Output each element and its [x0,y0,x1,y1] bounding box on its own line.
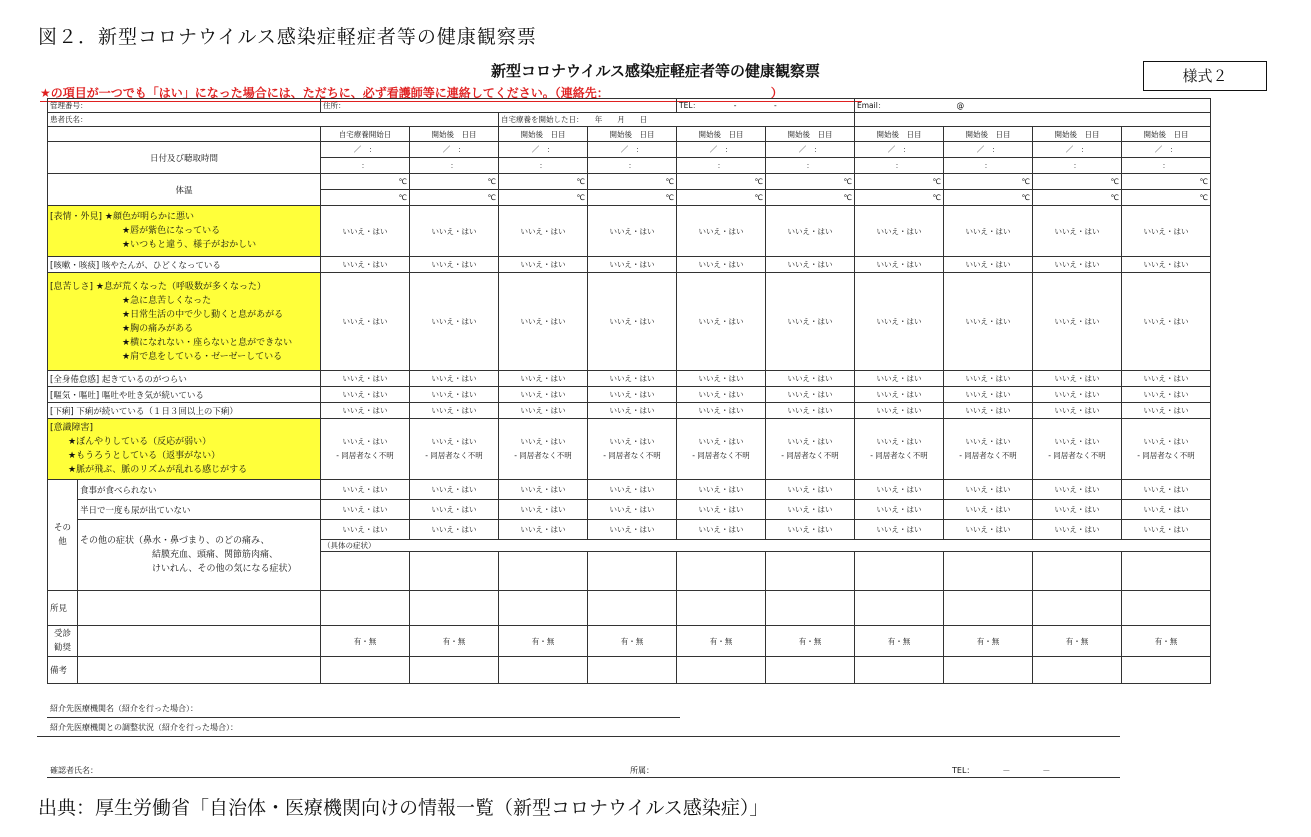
answer-cell[interactable]: いいえ・はい [766,480,855,500]
answer-cell[interactable]: いいえ・はい [499,257,588,273]
answer-cell[interactable]: いいえ・はい [321,520,410,540]
answer-cell[interactable]: いいえ・はい [499,273,588,371]
answer-cell[interactable]: いいえ・はい [677,371,766,387]
date-time-cell[interactable]: ／ ： [766,142,855,158]
consciousness-label-line: ★脈が飛ぶ、脈のリズムが乱れる感じがする [68,465,248,475]
breathing-label-line: ★急に息苦しくなった [122,295,212,306]
referral-rule [47,717,680,718]
answer-cell[interactable]: いいえ・はい [766,387,855,403]
visit-answer-cell[interactable]: 有・無 [1033,626,1122,657]
answer-cell[interactable]: いいえ・はい [1033,206,1122,257]
nausea-label: [嘔気・嘔吐] 嘔吐や吐き気が続いている [48,387,321,403]
answer-cell[interactable]: いいえ・はい [944,403,1033,419]
answer-cell[interactable]: いいえ・はい [1122,480,1211,500]
temperature-cell[interactable]: ℃ [1033,190,1122,206]
time-cell[interactable]: ： [1122,158,1211,174]
answer-cell[interactable]: いいえ・はい [677,387,766,403]
remarks-cell[interactable] [1122,657,1211,684]
face-appearance-label-line: ★いつもと違う、様子がおかしい [122,240,257,250]
answer-cell[interactable]: いいえ・はい [1033,273,1122,371]
answer-cell[interactable]: いいえ・はい [321,206,410,257]
temperature-label: 体温 [48,174,321,206]
affiliation-label: 所属： [630,766,654,775]
remarks-cell[interactable] [677,657,766,684]
temperature-cell[interactable]: ℃ [855,190,944,206]
consciousness-label-line: ★ぼんやりしている（反応が弱い） [68,437,212,447]
day-header: 開始後 日目 [677,127,766,142]
other-symptoms-label [78,520,321,591]
day-header: 開始後 日目 [588,127,677,142]
answer-cell[interactable]: いいえ・はい [677,480,766,500]
email-cell: Email： @ [855,99,1211,113]
answer-cell[interactable]: いいえ・はい [588,403,677,419]
answer-cell[interactable]: いいえ・はい [944,500,1033,520]
answer-cell[interactable]: いいえ・はい [588,480,677,500]
answer-cell[interactable]: いいえ・はい [1122,371,1211,387]
answer-cell[interactable]: いいえ・はい [766,403,855,419]
face-appearance-label-line: ★唇が紫色になっている [122,226,221,236]
time-cell[interactable]: ： [499,158,588,174]
visit-answer-cell[interactable]: 有・無 [410,626,499,657]
answer-cell[interactable]: いいえ・はい [588,500,677,520]
specific-symptoms-cell[interactable] [1033,552,1122,591]
answer-cell[interactable]: いいえ・はい [766,206,855,257]
specific-symptoms-cell[interactable] [766,552,855,591]
mgmt-no-cell: 管理番号： [48,99,321,113]
breathing-label [48,273,321,371]
other-symptoms-line: けいれん、その他の気になる症状） [152,564,297,574]
answer-cell[interactable]: いいえ・はい [321,500,410,520]
time-cell[interactable]: ： [766,158,855,174]
remarks-cell[interactable] [855,657,944,684]
answer-cell[interactable]: いいえ・はい [1033,371,1122,387]
other-symptoms-line: 結膜充血、頭痛、関節筋肉痛、 [152,550,279,560]
visit-answer-cell[interactable]: 有・無 [588,626,677,657]
day-header: 開始後 日目 [855,127,944,142]
time-cell[interactable]: ： [855,158,944,174]
answer-cell[interactable]: いいえ・はい [321,371,410,387]
answer-cell[interactable]: いいえ・はい [499,371,588,387]
visit-answer-cell[interactable]: 有・無 [677,626,766,657]
visit-answer-cell[interactable]: 有・無 [855,626,944,657]
answer-cell[interactable]: いいえ・はい [321,403,410,419]
temperature-cell[interactable]: ℃ [410,190,499,206]
answer-cell[interactable]: いいえ・はい [944,387,1033,403]
specific-symptoms-cell[interactable] [855,552,944,591]
visit-answer-cell[interactable]: 有・無 [944,626,1033,657]
remarks-cell[interactable] [1033,657,1122,684]
time-cell[interactable]: ： [321,158,410,174]
date-time-cell[interactable]: ／ ： [1122,142,1211,158]
date-time-cell[interactable]: ／ ： [321,142,410,158]
answer-cell[interactable]: いいえ・はい [499,500,588,520]
blank-header-cell [855,113,1211,127]
answer-cell[interactable]: いいえ・はい [499,520,588,540]
answer-cell[interactable]: いいえ・はい [1122,273,1211,371]
answer-cell[interactable]: いいえ・はい [410,387,499,403]
visit-answer-cell[interactable]: 有・無 [766,626,855,657]
remarks-cell[interactable] [321,657,410,684]
specific-symptoms-note[interactable]: （具体の症状） [321,540,1211,552]
temperature-cell[interactable]: ℃ [1122,174,1211,190]
answer-cell[interactable]: いいえ・はい [321,273,410,371]
confirmer-label: 確認者氏名： [50,766,98,775]
answer-cell[interactable]: いいえ・はい [766,520,855,540]
answer-cell[interactable]: いいえ・はい [766,257,855,273]
coordination-rule [37,736,1120,737]
answer-cell[interactable]: いいえ・はい [1122,500,1211,520]
temperature-cell[interactable]: ℃ [677,174,766,190]
answer-cell[interactable]: いいえ・はい [410,500,499,520]
answer-cell[interactable]: いいえ・はい [410,206,499,257]
datetime-label: 日付及び聴取時間 [48,142,321,174]
answer-cell[interactable]: いいえ・はい [855,480,944,500]
consciousness-answer-cell[interactable]: いいえ・はい - 同居者なく不明 [588,419,677,480]
findings-cell[interactable] [677,591,766,626]
answer-cell[interactable]: いいえ・はい [321,480,410,500]
face-appearance-label-line: [表情・外見] ★顔色が明らかに悪い [50,212,194,222]
answer-cell[interactable]: いいえ・はい [766,500,855,520]
answer-cell[interactable]: いいえ・はい [855,257,944,273]
breathing-label-line: ★肩で息をしている・ゼーゼーしている [122,351,283,362]
consciousness-label-line: ★もうろうとしている（返事がない） [68,451,221,461]
temperature-cell[interactable]: ℃ [1122,190,1211,206]
urine-label: 半日で一度も尿が出ていない [78,500,321,520]
form-number-box: 様式２ [1143,61,1267,91]
answer-cell[interactable]: いいえ・はい [1122,520,1211,540]
answer-cell[interactable]: いいえ・はい [588,257,677,273]
day-header: 開始後 日目 [499,127,588,142]
answer-cell[interactable]: いいえ・はい [677,520,766,540]
remarks-cell[interactable] [588,657,677,684]
answer-cell[interactable]: いいえ・はい [588,371,677,387]
breathing-label-line: ★胸の痛みがある [122,323,194,334]
temperature-cell[interactable]: ℃ [766,190,855,206]
consciousness-answer-cell[interactable]: いいえ・はい - 同居者なく不明 [677,419,766,480]
consciousness-answer-cell[interactable]: いいえ・はい - 同居者なく不明 [1122,419,1211,480]
time-cell[interactable]: ： [588,158,677,174]
specific-symptoms-cell[interactable] [499,552,588,591]
temperature-cell[interactable]: ℃ [321,174,410,190]
consciousness-answer-cell[interactable]: いいえ・はい - 同居者なく不明 [944,419,1033,480]
day-header: 開始後 日目 [1033,127,1122,142]
day-header: 開始後 日目 [410,127,499,142]
referral-label: 紹介先医療機関名（紹介を行った場合）： [50,704,198,713]
answer-cell[interactable]: いいえ・はい [1122,257,1211,273]
answer-cell[interactable]: いいえ・はい [766,371,855,387]
answer-cell[interactable]: いいえ・はい [944,480,1033,500]
findings-cell[interactable] [1033,591,1122,626]
answer-cell[interactable]: いいえ・はい [499,387,588,403]
address-cell: 住所： [321,99,677,113]
answer-cell[interactable]: いいえ・はい [410,480,499,500]
temperature-cell[interactable]: ℃ [588,190,677,206]
remarks-cell[interactable] [766,657,855,684]
health-observation-table [47,98,1211,684]
answer-cell[interactable]: いいえ・はい [1033,403,1122,419]
temperature-cell[interactable]: ℃ [499,174,588,190]
date-time-cell[interactable]: ／ ： [410,142,499,158]
remarks-cell[interactable] [499,657,588,684]
fatigue-label: [全身倦怠感] 起きているのがつらい [48,371,321,387]
breathing-label-line: ★日常生活の中で少し動くと息があがる [122,309,284,320]
answer-cell[interactable]: いいえ・はい [499,480,588,500]
temperature-cell[interactable]: ℃ [944,190,1033,206]
remarks-label: 備考 [48,657,78,684]
visit-answer-cell[interactable]: 有・無 [1122,626,1211,657]
consciousness-label [48,419,321,480]
breathing-label-line: ★横になれない・座らないと息ができない [122,337,293,348]
answer-cell[interactable]: いいえ・はい [855,206,944,257]
warning-text: ★の項目が一つでも「はい」になった場合には、ただちに、必ず看護師等に連絡してください。（連絡先： ） [40,84,862,102]
answer-cell[interactable]: いいえ・はい [588,520,677,540]
consciousness-answer-cell[interactable]: いいえ・はい - 同居者なく不明 [855,419,944,480]
face-appearance-label [48,206,321,257]
answer-cell[interactable]: いいえ・はい [944,257,1033,273]
answer-cell[interactable]: いいえ・はい [944,371,1033,387]
corner-cell [48,127,321,142]
specific-symptoms-cell[interactable] [677,552,766,591]
date-time-cell[interactable]: ／ ： [944,142,1033,158]
findings-cell[interactable] [944,591,1033,626]
remarks-spacer [78,657,321,684]
answer-cell[interactable]: いいえ・はい [499,403,588,419]
answer-cell[interactable]: いいえ・はい [677,500,766,520]
temperature-cell[interactable]: ℃ [499,190,588,206]
answer-cell[interactable]: いいえ・はい [588,206,677,257]
breathing-label-line: [息苦しさ] ★息が荒くなった（呼吸数が多くなった） [50,281,266,292]
answer-cell[interactable]: いいえ・はい [410,403,499,419]
findings-cell[interactable] [588,591,677,626]
visit-answer-cell[interactable]: 有・無 [321,626,410,657]
answer-cell[interactable]: いいえ・はい [1122,387,1211,403]
answer-cell[interactable]: いいえ・はい [1033,520,1122,540]
answer-cell[interactable]: いいえ・はい [944,273,1033,371]
consciousness-answer-cell[interactable]: いいえ・はい - 同居者なく不明 [410,419,499,480]
answer-cell[interactable]: いいえ・はい [588,387,677,403]
answer-cell[interactable]: いいえ・はい [855,387,944,403]
specific-symptoms-cell[interactable] [410,552,499,591]
confirmer-rule [47,777,1120,778]
answer-cell[interactable]: いいえ・はい [855,403,944,419]
answer-cell[interactable]: いいえ・はい [499,206,588,257]
temperature-cell[interactable]: ℃ [677,190,766,206]
cough-label: [咳嗽・咳痰] 咳やたんが、ひどくなっている [48,257,321,273]
answer-cell[interactable]: いいえ・はい [1033,480,1122,500]
date-time-cell[interactable]: ／ ： [499,142,588,158]
answer-cell[interactable]: いいえ・はい [855,371,944,387]
other-group-label: その他 [48,480,78,591]
answer-cell[interactable]: いいえ・はい [1122,206,1211,257]
answer-cell[interactable]: いいえ・はい [410,273,499,371]
answer-cell[interactable]: いいえ・はい [677,403,766,419]
findings-cell[interactable] [499,591,588,626]
time-cell[interactable]: ： [1033,158,1122,174]
answer-cell[interactable]: いいえ・はい [410,520,499,540]
answer-cell[interactable]: いいえ・はい [588,273,677,371]
specific-symptoms-cell[interactable] [944,552,1033,591]
temperature-cell[interactable]: ℃ [944,174,1033,190]
answer-cell[interactable]: いいえ・はい [766,273,855,371]
diarrhea-label: [下痢] 下痢が続いている（１日３回以上の下痢） [48,403,321,419]
answer-cell[interactable]: いいえ・はい [677,206,766,257]
temperature-cell[interactable]: ℃ [588,174,677,190]
answer-cell[interactable]: いいえ・はい [855,500,944,520]
visit-spacer [78,626,321,657]
answer-cell[interactable]: いいえ・はい [1033,257,1122,273]
answer-cell[interactable]: いいえ・はい [1033,500,1122,520]
day-header: 開始後 日目 [766,127,855,142]
day-header: 開始後 日目 [1122,127,1211,142]
form-title: 新型コロナウイルス感染症軽症者等の健康観察票 [490,62,821,80]
findings-label: 所見 [48,591,78,626]
answer-cell[interactable]: いいえ・はい [410,257,499,273]
specific-symptoms-cell[interactable] [1122,552,1211,591]
date-time-cell[interactable]: ／ ： [588,142,677,158]
date-time-cell[interactable]: ／ ： [855,142,944,158]
findings-spacer [78,591,321,626]
tel-cell: TEL： - - [677,99,855,113]
figure-caption: 図２．新型コロナウイルス感染症軽症者等の健康観察票 [38,26,537,48]
other-symptoms-line: その他の症状（鼻水・鼻づまり、のどの痛み、 [80,536,270,546]
answer-cell[interactable]: いいえ・はい [677,273,766,371]
temperature-cell[interactable]: ℃ [855,174,944,190]
answer-cell[interactable]: いいえ・はい [410,371,499,387]
temperature-cell[interactable]: ℃ [410,174,499,190]
visit-label: 受診勧奨 [48,626,78,657]
source-citation: 出典：厚生労働省「自治体・医療機関向けの情報一覧（新型コロナウイルス感染症）」 [38,797,769,819]
findings-cell[interactable] [766,591,855,626]
appetite-label: 食事が食べられない [78,480,321,500]
findings-cell[interactable] [1122,591,1211,626]
start-date-cell: 自宅療養を開始した日： 年 月 日 [499,113,855,127]
visit-answer-cell[interactable]: 有・無 [499,626,588,657]
consciousness-answer-cell[interactable]: いいえ・はい - 同居者なく不明 [499,419,588,480]
coordination-label: 紹介先医療機関との調整状況（紹介を行った場合）： [50,723,238,732]
temperature-cell[interactable]: ℃ [1033,174,1122,190]
consciousness-answer-cell[interactable]: いいえ・はい - 同居者なく不明 [766,419,855,480]
answer-cell[interactable]: いいえ・はい [944,520,1033,540]
answer-cell[interactable]: いいえ・はい [855,273,944,371]
findings-cell[interactable] [410,591,499,626]
time-cell[interactable]: ： [410,158,499,174]
footer-tel-label: TEL： － － [952,766,1051,775]
temperature-cell[interactable]: ℃ [766,174,855,190]
specific-symptoms-cell[interactable] [588,552,677,591]
answer-cell[interactable]: いいえ・はい [855,520,944,540]
remarks-cell[interactable] [410,657,499,684]
patient-name-cell: 患者氏名： [48,113,499,127]
findings-cell[interactable] [321,591,410,626]
time-cell[interactable]: ： [677,158,766,174]
temperature-cell[interactable]: ℃ [321,190,410,206]
answer-cell[interactable]: いいえ・はい [1122,403,1211,419]
time-cell[interactable]: ： [944,158,1033,174]
consciousness-label-line: [意識障害] [50,423,94,433]
answer-cell[interactable]: いいえ・はい [321,257,410,273]
day-header: 開始後 日目 [944,127,1033,142]
remarks-cell[interactable] [944,657,1033,684]
consciousness-answer-cell[interactable]: いいえ・はい - 同居者なく不明 [1033,419,1122,480]
first-day-header: 自宅療養開始日 [321,127,410,142]
answer-cell[interactable]: いいえ・はい [677,257,766,273]
answer-cell[interactable]: いいえ・はい [1033,387,1122,403]
answer-cell[interactable]: いいえ・はい [944,206,1033,257]
consciousness-answer-cell[interactable]: いいえ・はい - 同居者なく不明 [321,419,410,480]
date-time-cell[interactable]: ／ ： [677,142,766,158]
answer-cell[interactable]: いいえ・はい [321,387,410,403]
specific-symptoms-cell[interactable] [321,552,410,591]
date-time-cell[interactable]: ／ ： [1033,142,1122,158]
findings-cell[interactable] [855,591,944,626]
